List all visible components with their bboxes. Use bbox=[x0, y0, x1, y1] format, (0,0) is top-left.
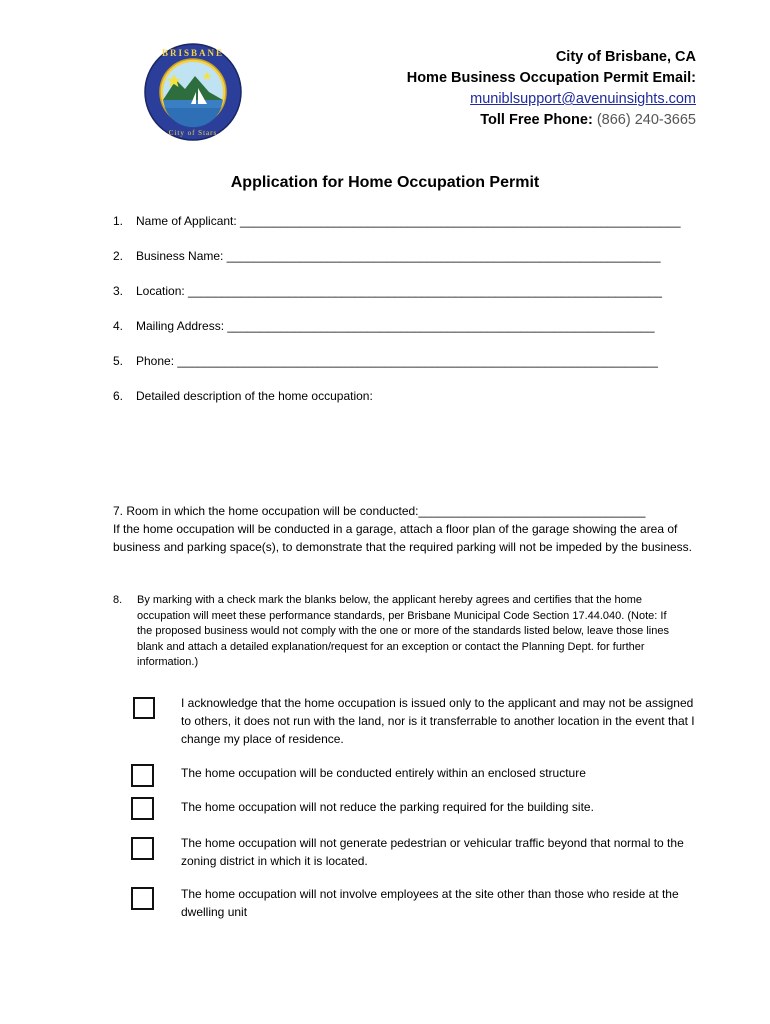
phone-label: Toll Free Phone: bbox=[480, 112, 593, 128]
seal-text-bottom: City of Stars bbox=[168, 129, 218, 137]
check-text-traffic: The home occupation will not generate pedestrian or vehicular traffic beyond that normal to the zoning district in which it is located. bbox=[181, 836, 684, 868]
field-description[interactable]: 6. Detailed description of the home occupation: bbox=[113, 389, 373, 403]
check-text-acknowledge: I acknowledge that the home occupation is issued only to the applicant and may not be assigned to others, it does not run with the land, nor is it transferrable to another location in the event that I change my place of residence. bbox=[181, 696, 695, 746]
field-business-name[interactable]: 2. Business Name: _________________________________________________________________ bbox=[113, 249, 661, 263]
checkbox-parking[interactable] bbox=[131, 797, 154, 820]
phone-number: (866) 240-3665 bbox=[596, 112, 696, 128]
field-phone[interactable]: 5. Phone: ________________________________________________________________________ bbox=[113, 354, 658, 368]
garage-note: If the home occupation will be conducted in a garage, attach a floor plan of the garage showing the area of business and parking space(s), to demonstrate that the required parking will not be impeded by the business. bbox=[113, 522, 692, 554]
check-text-enclosed: The home occupation will be conducted entirely within an enclosed structure bbox=[181, 766, 586, 780]
check-text-employees: The home occupation will not involve employees at the site other than those who reside at the dwelling unit bbox=[181, 887, 679, 919]
field-mailing-address[interactable]: 4. Mailing Address: ________________________________________________________________ bbox=[113, 319, 655, 333]
checkbox-employees[interactable] bbox=[131, 887, 154, 910]
field-location[interactable]: 3. Location: _______________________________________________________________________ bbox=[113, 284, 662, 298]
field-name-of-applicant[interactable]: 1. Name of Applicant: __________________________________________________________________ bbox=[113, 214, 681, 228]
checkbox-acknowledge-not-transferable[interactable] bbox=[133, 697, 155, 719]
checkbox-traffic[interactable] bbox=[131, 837, 154, 860]
city-seal-logo bbox=[143, 42, 243, 142]
city-name: City of Brisbane, CA bbox=[555, 49, 696, 65]
permit-email-label: Home Business Occupation Permit Email: bbox=[406, 70, 696, 86]
field-room[interactable]: 7. Room in which the home occupation will be conducted:__________________________________ bbox=[113, 504, 646, 518]
check-text-parking: The home occupation will not reduce the parking required for the building site. bbox=[181, 800, 594, 814]
seal-text-top: BRISBANE bbox=[161, 48, 225, 58]
form-title: Application for Home Occupation Permit bbox=[230, 174, 540, 191]
email-link[interactable]: muniblsupport@avenuinsights.com bbox=[470, 91, 696, 107]
item8-certification-text: By marking with a check mark the blanks below, the applicant hereby agrees and certifies that the home occupation will meet these performance standards, per Brisbane Municipal Code Section 17.44.040. (Note: If the proposed business would not comply with the one or more of the standards listed below, leave those lines blank and attach a detailed explanation/request for an exception or contact the Planning Dept. for further information.) bbox=[137, 594, 669, 669]
item8-number: 8. bbox=[113, 594, 123, 606]
checkbox-enclosed-structure[interactable] bbox=[131, 764, 154, 787]
header-block bbox=[407, 47, 696, 131]
